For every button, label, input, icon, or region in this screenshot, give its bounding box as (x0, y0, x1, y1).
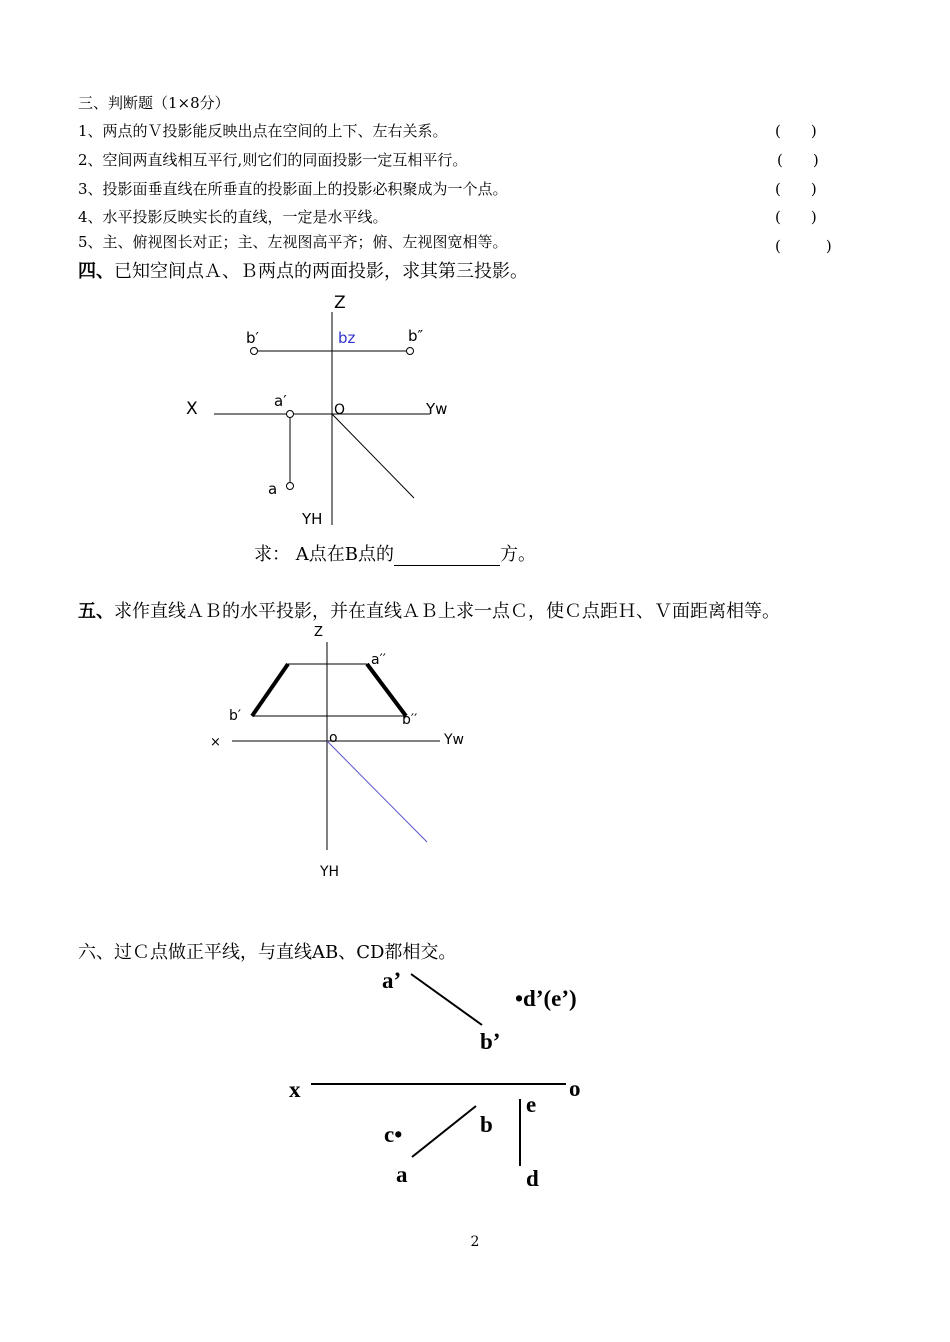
page-number: 2 (470, 1234, 480, 1250)
question-suffix: 方。 (499, 544, 536, 565)
label-b-dprime: b″ (408, 327, 424, 345)
label-yw: Yw (444, 732, 465, 748)
point-b-dprime (407, 348, 414, 355)
section6-title: 六、过Ｃ点做正平线，与直线AB、CD都相交。 (78, 942, 457, 963)
point-b-prime (251, 348, 258, 355)
section5-number: 五、 (78, 601, 114, 622)
question-prefix: 求： A点在B点的 (254, 544, 394, 565)
judgement-item-1: 1、两点的Ｖ投影能反映出点在空间的上下、左右关系。 (78, 122, 448, 140)
section5-title: 求作直线ＡＢ的水平投影，并在直线ＡＢ上求一点Ｃ，使Ｃ点距Ｈ、Ｖ面距离相等。 (114, 601, 780, 622)
label-b: b (480, 1112, 493, 1137)
section3-title: 三、判断题（1×8分） (78, 94, 230, 112)
label-o: O (334, 402, 346, 418)
label-o: o (329, 730, 338, 746)
line-a-prime-b-prime (411, 974, 482, 1025)
answer-blank-2[interactable]: ( ) (777, 151, 819, 169)
diagram-section5 (210, 625, 464, 880)
label-x: × (210, 735, 221, 750)
answer-blank-1[interactable]: ( ) (775, 122, 817, 140)
label-x: x (289, 1077, 301, 1102)
label-z: Z (334, 293, 346, 313)
section4-number: 四、 (78, 261, 114, 282)
label-o: o (569, 1076, 581, 1101)
point-a (287, 483, 294, 490)
label-e: e (526, 1092, 537, 1117)
label-d: d (526, 1166, 539, 1191)
judgement-item-2: 2、空间两直线相互平行,则它们的同面投影一定互相平行。 (78, 151, 468, 169)
label-a-prime: a’ (382, 968, 402, 993)
label-d-e-prime: •d’(e’) (515, 986, 577, 1011)
answer-blank-4[interactable]: ( ) (775, 208, 817, 226)
answer-blank-3[interactable]: ( ) (775, 180, 817, 198)
diagram-section4 (186, 293, 447, 528)
label-c: c• (384, 1122, 403, 1147)
section4-title: 已知空间点Ａ、Ｂ两点的两面投影，求其第三投影。 (114, 261, 528, 282)
judgement-item-5: 5、主、俯视图长对正；主、左视图高平齐；俯、左视图宽相等。 (78, 233, 508, 251)
label-a: a (268, 480, 278, 498)
label-yh: YH (302, 510, 323, 528)
label-b-prime: b’ (480, 1029, 501, 1054)
bisector-line (332, 414, 414, 498)
line-ab-front (252, 664, 288, 716)
line-ab (412, 1106, 476, 1157)
judgement-item-4: 4、水平投影反映实长的直线，一定是水平线。 (78, 208, 388, 226)
label-bz: bz (338, 329, 356, 347)
diagram-section6 (289, 968, 581, 1191)
answer-blank-5[interactable]: ( ) (775, 237, 832, 255)
line-ab-side (367, 664, 406, 716)
label-b-dprime: b′′ (402, 712, 418, 728)
label-yh: YH (320, 864, 340, 880)
label-x: X (186, 399, 198, 419)
label-a-dprime: a′′ (371, 652, 386, 668)
bisector-line (327, 741, 427, 842)
label-a: a (396, 1162, 408, 1187)
point-a-prime (287, 411, 294, 418)
label-z: Z (314, 625, 323, 640)
label-b-prime: b′ (246, 329, 259, 347)
label-yw: Yw (426, 400, 448, 418)
label-b-prime: b′ (229, 708, 242, 724)
label-a-prime: a′ (274, 392, 287, 410)
judgement-item-3: 3、投影面垂直线在所垂直的投影面上的投影必积聚成为一个点。 (78, 180, 508, 198)
